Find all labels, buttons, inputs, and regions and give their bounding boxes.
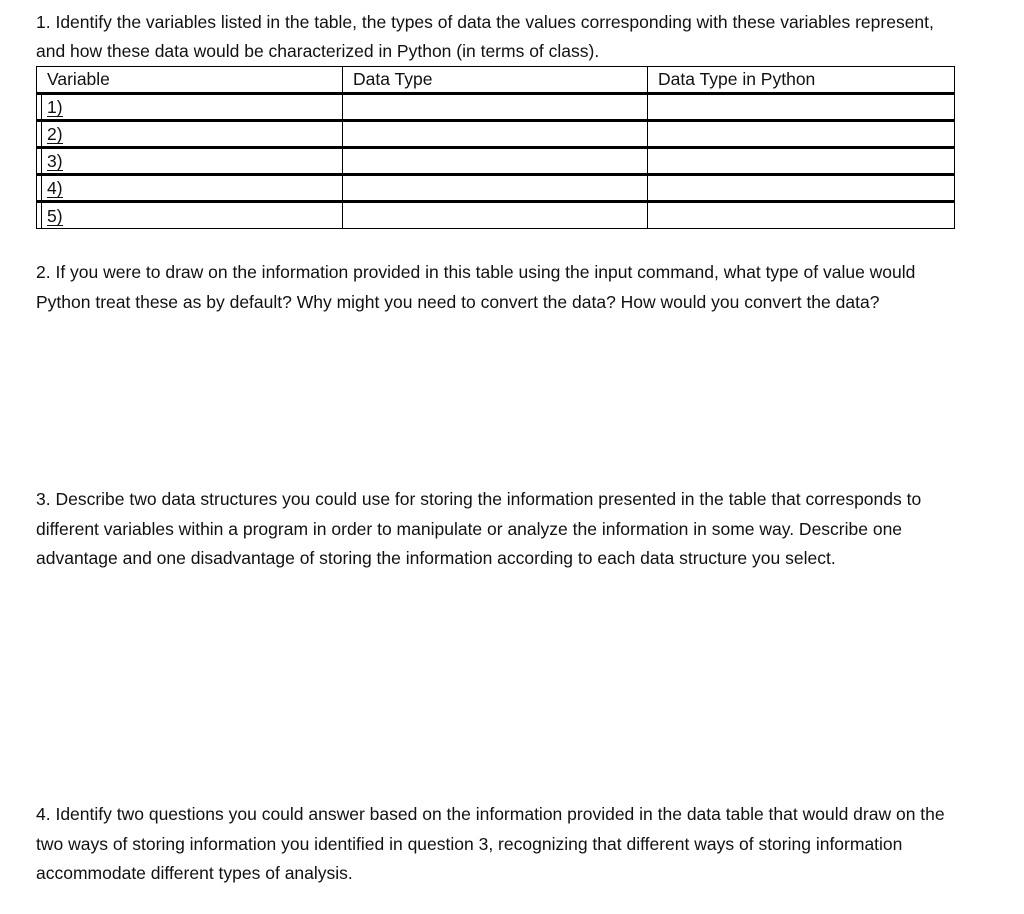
row-number-cell — [37, 94, 343, 121]
question-4-text: 4. Identify two questions you could answer based on the information provided in the data table that would draw on the two ways of storing information you identified in question 3, recognizing that different ways of storing information accommodate different types of analysis. — [36, 804, 945, 883]
data-type-cell[interactable] — [343, 94, 648, 121]
table-row — [37, 94, 955, 121]
data-type-cell[interactable] — [343, 121, 648, 148]
question-1-text: 1. Identify the variables listed in the table, the types of data the values corresponding with these variables represent, and how these data would be characterized in Python (in terms of class). — [36, 12, 934, 61]
table-row — [37, 175, 955, 202]
data-type-cell[interactable] — [343, 175, 648, 202]
row-number-cell — [37, 202, 343, 229]
header-data-type: Data Type — [343, 67, 648, 94]
python-type-cell[interactable] — [648, 94, 955, 121]
row-number-cell — [37, 148, 343, 175]
python-type-cell[interactable] — [648, 202, 955, 229]
row-number: 5) — [47, 205, 63, 226]
row-number: 2) — [47, 124, 63, 144]
row-number: 3) — [47, 151, 63, 171]
python-type-cell[interactable] — [648, 148, 955, 175]
row-number: 4) — [47, 178, 63, 198]
table-row — [37, 202, 955, 229]
python-type-cell[interactable] — [648, 121, 955, 148]
question-3-text: 3. Describe two data structures you could use for storing the information presented in the table that corresponds to different variables within a program in order to manipulate or analyze the information in some way. Describe one advantage and one disadvantage of storing the information according to each data structure you select. — [36, 489, 922, 568]
header-python-type: Data Type in Python — [648, 67, 955, 94]
variables-table — [36, 66, 955, 229]
row-number: 1) — [47, 97, 63, 117]
row-number-cell — [37, 175, 343, 202]
table-row — [37, 121, 955, 148]
header-variable: Variable — [37, 67, 343, 94]
row-number-cell — [37, 121, 343, 148]
question-2-text: 2. If you were to draw on the information provided in this table using the input command, what type of value would Python treat these as by default? Why might you need to convert the data? How would you convert the data? — [36, 262, 916, 312]
python-type-cell[interactable] — [648, 175, 955, 202]
table-header-row — [37, 67, 955, 94]
data-type-cell[interactable] — [343, 148, 648, 175]
data-type-cell[interactable] — [343, 202, 648, 229]
table-row — [37, 148, 955, 175]
